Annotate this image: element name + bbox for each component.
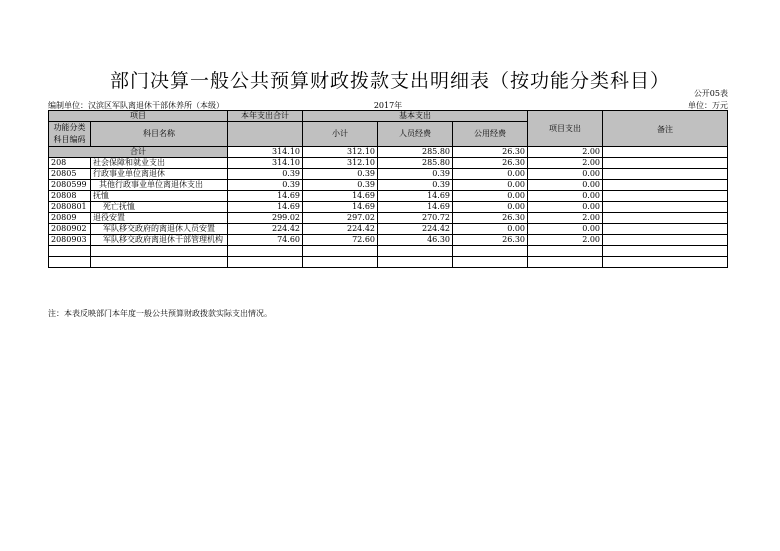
cell-remark [603,213,728,224]
cell-remark [603,180,728,191]
cell-subtotal: 224.42 [303,224,378,235]
cell-personnel: 285.80 [378,158,453,169]
cell-code: 208 [49,158,91,169]
header-total-spacer [228,122,303,147]
header-basic: 基本支出 [303,111,528,122]
cell-personnel: 0.39 [378,169,453,180]
cell-total: 299.02 [228,213,303,224]
cell-remark [603,147,728,158]
cell-project: 0.00 [528,224,603,235]
cell-total: 0.39 [228,169,303,180]
unit-label: 单位：万元 [688,101,728,110]
header-row-1 [49,111,728,122]
empty-row [49,257,728,268]
header-subtotal: 小计 [303,122,378,147]
cell-public: 0.00 [453,224,528,235]
cell-code: 20805 [49,169,91,180]
cell-subtotal: 0.39 [303,169,378,180]
cell-code: 2080902 [49,224,91,235]
header-item: 项目 [49,111,228,122]
cell-code: 20809 [49,213,91,224]
report-title: 部门决算一般公共预算财政拨款支出明细表（按功能分类科目） [109,70,670,92]
cell-code: 2080903 [49,235,91,246]
cell-personnel: 285.80 [378,147,453,158]
header-public: 公用经费 [453,122,528,147]
table-row [49,213,728,224]
header-total: 本年支出合计 [228,111,303,122]
report-meta [48,100,728,110]
cell-project: 2.00 [528,158,603,169]
header-personnel: 人员经费 [378,122,453,147]
cell-public: 0.00 [453,202,528,213]
cell-subtotal: 312.10 [303,158,378,169]
table-row [49,191,728,202]
cell-remark [603,224,728,235]
cell-project: 0.00 [528,191,603,202]
cell-public: 26.30 [453,158,528,169]
header-func-code: 功能分类科目编码 [49,122,91,147]
cell-personnel: 14.69 [378,202,453,213]
cell-total: 14.69 [228,202,303,213]
cell-remark [603,169,728,180]
cell-subtotal: 14.69 [303,191,378,202]
footnote: 注：本表反映部门本年度一般公共预算财政拨款实际支出情况。 [48,309,272,318]
cell-remark [603,158,728,169]
cell-subtotal: 297.02 [303,213,378,224]
cell-name: 退役安置 [91,213,228,224]
cell-subtotal: 14.69 [303,202,378,213]
cell-subtotal: 312.10 [303,147,378,158]
cell-personnel: 270.72 [378,213,453,224]
cell-name: 死亡抚恤 [91,202,228,213]
cell-name: 其他行政事业单位离退休支出 [91,180,228,191]
table-row [49,169,728,180]
form-code: 公开05表 [693,89,728,98]
cell-name: 军队移交政府的离退休人员安置 [91,224,228,235]
header-subject-name: 科目名称 [91,122,228,147]
cell-public: 26.30 [453,235,528,246]
cell-project: 2.00 [528,235,603,246]
report-year: 2017年 [373,101,403,110]
cell-name: 军队移交政府离退休干部管理机构 [91,235,228,246]
cell-total: 74.60 [228,235,303,246]
cell-total: 224.42 [228,224,303,235]
table-row [49,202,728,213]
table-row [49,235,728,246]
cell-code: 2080599 [49,180,91,191]
cell-name: 行政事业单位离退休 [91,169,228,180]
total-label: 合计 [49,147,228,158]
expenditure-table [48,110,728,268]
cell-name: 社会保障和就业支出 [91,158,228,169]
table-row [49,224,728,235]
cell-remark [603,191,728,202]
cell-name: 抚恤 [91,191,228,202]
table-row [49,180,728,191]
cell-project: 0.00 [528,169,603,180]
cell-public: 0.00 [453,191,528,202]
cell-public: 0.00 [453,169,528,180]
total-row [49,147,728,158]
header-project: 项目支出 [528,111,603,147]
cell-public: 0.00 [453,180,528,191]
org-label: 编制单位：汉滨区军队离退休干部休养所（本级） [48,101,224,110]
cell-project: 0.00 [528,202,603,213]
cell-code: 2080801 [49,202,91,213]
cell-personnel: 224.42 [378,224,453,235]
header-remark: 备注 [603,111,728,147]
cell-total: 314.10 [228,147,303,158]
cell-project: 2.00 [528,213,603,224]
table-row [49,158,728,169]
cell-remark [603,235,728,246]
cell-subtotal: 0.39 [303,180,378,191]
cell-personnel: 0.39 [378,180,453,191]
cell-total: 0.39 [228,180,303,191]
cell-subtotal: 72.60 [303,235,378,246]
cell-personnel: 14.69 [378,191,453,202]
cell-project: 0.00 [528,180,603,191]
cell-public: 26.30 [453,213,528,224]
cell-total: 314.10 [228,158,303,169]
cell-code: 20808 [49,191,91,202]
cell-project: 2.00 [528,147,603,158]
cell-total: 14.69 [228,191,303,202]
cell-public: 26.30 [453,147,528,158]
empty-row [49,246,728,257]
cell-remark [603,202,728,213]
cell-personnel: 46.30 [378,235,453,246]
